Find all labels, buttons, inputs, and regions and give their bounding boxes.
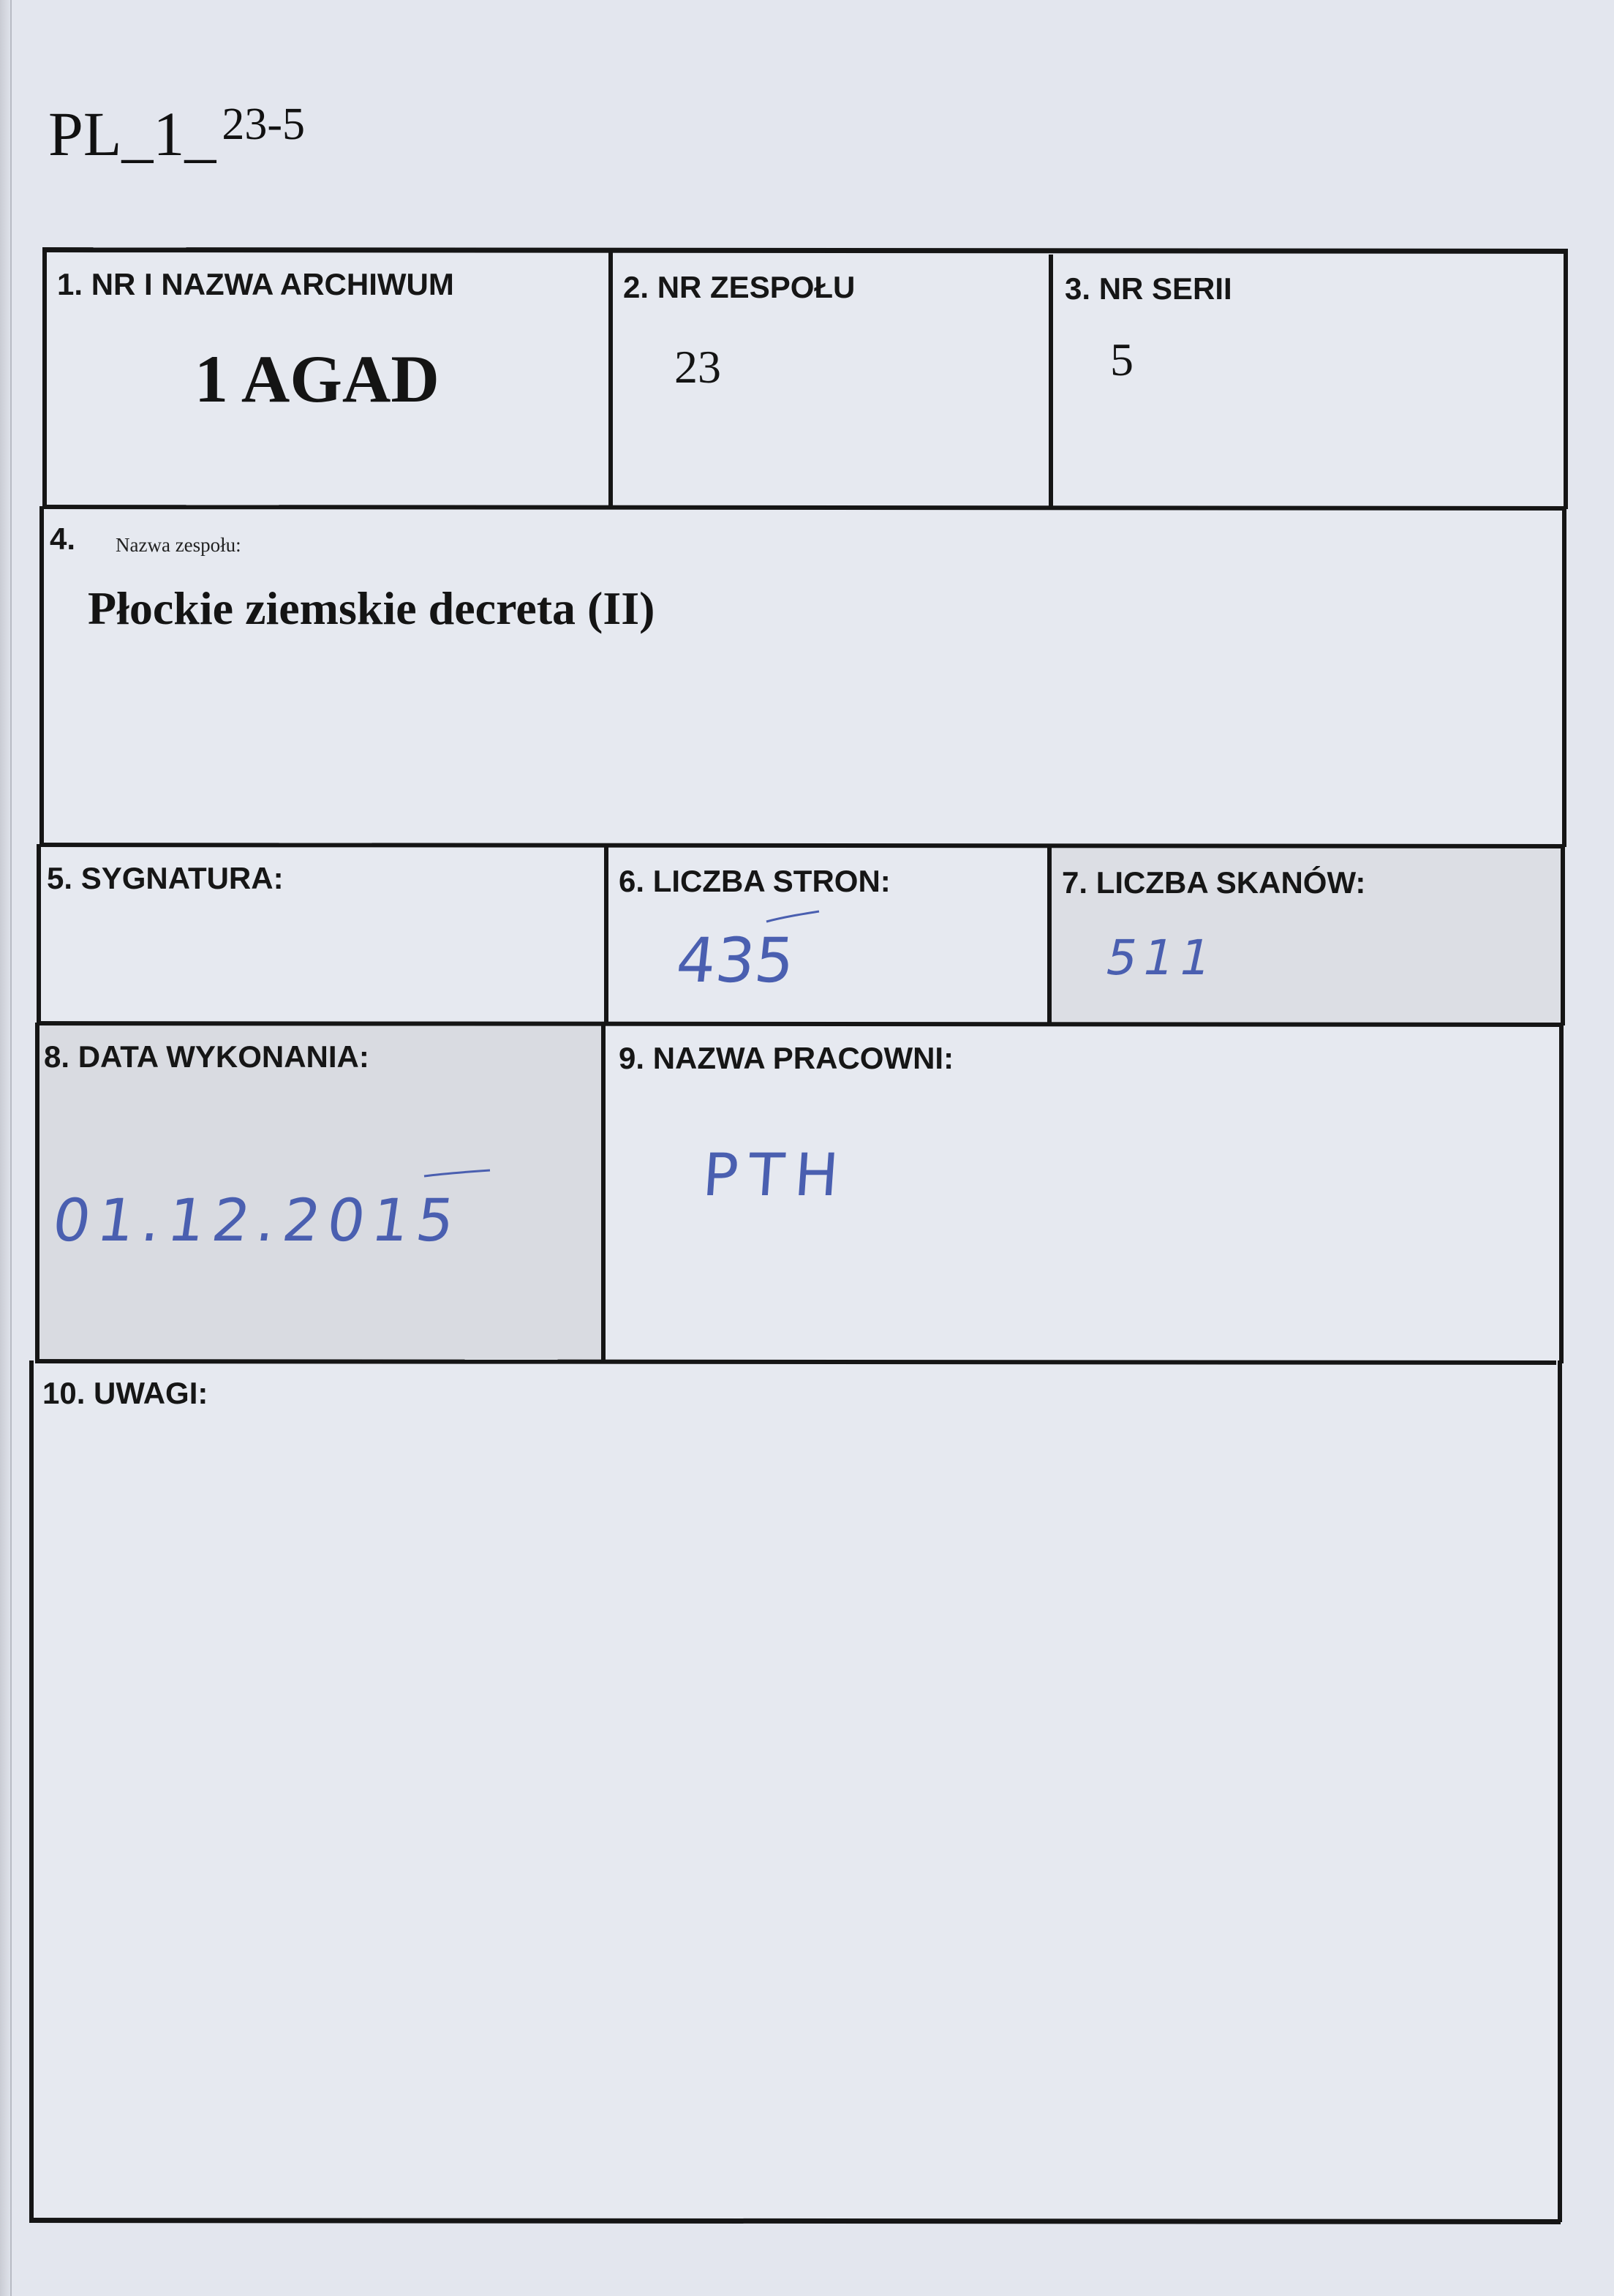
field-3-label: 3. NR SERII (1065, 271, 1232, 306)
form-border-bottom (29, 2218, 1561, 2224)
field-6-value-text: 435 (673, 925, 798, 996)
field-8-value-text: 01.12.2015 (48, 1186, 467, 1254)
field-7-value-text: 511 (1101, 929, 1223, 986)
field-6-label: 6. LICZBA STRON: (619, 864, 891, 898)
field-8-handwritten-value (48, 1162, 497, 1264)
field-5-label: 5. SYGNATURA: (47, 861, 284, 895)
divider-2-3 (1049, 255, 1053, 509)
field-10-label: 10. UWAGI: (42, 1376, 208, 1410)
divider-8-9 (601, 1024, 606, 1362)
field-4-sublabel: Nazwa zespołu: (116, 534, 241, 556)
form-border-left-4 (35, 1023, 39, 1363)
field-4-value: Płockie ziemskie decreta (II) (88, 582, 655, 634)
form-border-left-2 (39, 506, 44, 847)
field-2-label: 2. NR ZESPOŁU (623, 270, 856, 304)
form-border-right-3 (1561, 844, 1565, 1025)
form-border-left-3 (37, 844, 41, 1025)
form-border-left-1 (42, 247, 47, 509)
cell-remarks (32, 1362, 1561, 2222)
divider-1-2 (608, 252, 613, 508)
form-border-right-2 (1562, 506, 1566, 847)
field-1-value: 1 AGAD (195, 342, 440, 416)
field-8-pen-stroke (424, 1170, 490, 1176)
cell-fonds-name (42, 508, 1564, 846)
field-6-handwritten-value (673, 901, 848, 996)
field-8-label: 8. DATA WYKONANIA: (44, 1039, 369, 1074)
field-4-number: 4. (50, 522, 76, 556)
field-9-handwritten-value (702, 1125, 892, 1213)
field-7-label: 7. LICZBA SKANÓW: (1062, 865, 1366, 900)
form-border-right-4 (1559, 1023, 1564, 1363)
field-7-handwritten-value (1101, 914, 1287, 987)
form-border-left-5 (29, 1360, 34, 2222)
field-9-value-text: PTH (700, 1141, 851, 1209)
field-9-label: 9. NAZWA PRACOWNI: (619, 1041, 954, 1075)
form-border-right-5 (1558, 1360, 1562, 2222)
field-6-pen-stroke (766, 911, 819, 922)
field-2-value: 23 (674, 341, 721, 393)
divider-5-6 (604, 846, 608, 1024)
field-3-value: 5 (1110, 334, 1134, 385)
document-code-main: PL_1_ (48, 99, 216, 169)
divider-6-7 (1047, 847, 1052, 1025)
document-code-suffix: 23-5 (222, 99, 306, 149)
field-1-label: 1. NR I NAZWA ARCHIWUM (57, 267, 454, 301)
form-border-right-1 (1564, 250, 1568, 509)
